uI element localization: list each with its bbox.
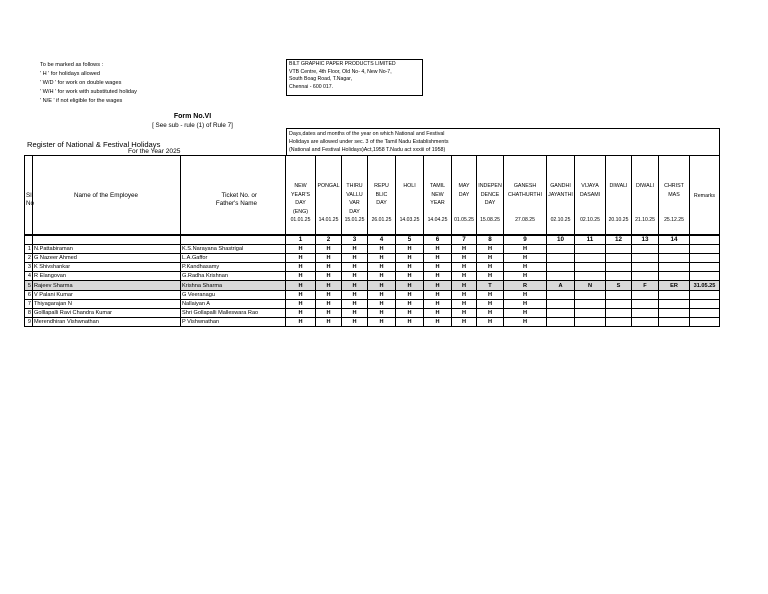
holiday-mark-cell: N xyxy=(575,281,606,290)
holiday-mark-cell: H xyxy=(286,245,316,254)
holiday-note xyxy=(286,128,720,156)
holiday-mark-cell xyxy=(659,263,690,272)
holiday-mark-cell: H xyxy=(396,254,424,263)
holiday-header xyxy=(632,155,659,235)
holiday-mark-cell: ER xyxy=(659,281,690,290)
employee-name-cell: V Palani Kumar xyxy=(33,290,181,299)
marking-legend xyxy=(40,61,137,106)
sl-no-cell: 1 xyxy=(25,245,33,254)
holiday-date: 01.05.25 xyxy=(454,217,474,223)
remarks-header: Remarks xyxy=(690,155,720,235)
holiday-mark-cell: H xyxy=(368,245,396,254)
holiday-name: NEW YEAR'S DAY (ENG) xyxy=(291,183,310,216)
sl-no-cell: 5 xyxy=(25,281,33,290)
holiday-mark-cell: H xyxy=(396,290,424,299)
holiday-name: GANDHI JAYANTHI xyxy=(548,183,573,198)
holiday-mark-cell: H xyxy=(424,308,452,317)
holiday-date: 26.01.25 xyxy=(371,217,392,223)
holiday-mark-cell: H xyxy=(424,281,452,290)
holiday-mark-cell: H xyxy=(424,263,452,272)
employee-name-cell: R Elangovan xyxy=(33,272,181,281)
father-name-cell: P Vishwnathan xyxy=(181,317,286,326)
holiday-mark-cell xyxy=(547,272,575,281)
holiday-mark-cell: H xyxy=(342,254,368,263)
column-number: 14 xyxy=(659,236,690,245)
legend-line: ' N/E ' if not eligible for the wages xyxy=(40,98,123,104)
table-row xyxy=(25,317,720,326)
holiday-mark-cell: H xyxy=(452,263,477,272)
father-name-cell: K.S.Narayana Shastrigal xyxy=(181,245,286,254)
holiday-mark-cell: H xyxy=(316,299,342,308)
sl-no-cell: 3 xyxy=(25,263,33,272)
column-number: 5 xyxy=(396,236,424,245)
holiday-mark-cell: H xyxy=(342,299,368,308)
holiday-mark-cell xyxy=(606,272,632,281)
remarks-cell xyxy=(690,272,720,281)
holiday-header xyxy=(316,155,342,235)
holiday-mark-cell xyxy=(606,245,632,254)
column-number: 4 xyxy=(368,236,396,245)
holiday-mark-cell: H xyxy=(286,290,316,299)
holiday-mark-cell xyxy=(632,263,659,272)
holiday-mark-cell: H xyxy=(316,263,342,272)
holiday-mark-cell: H xyxy=(452,245,477,254)
holiday-date: 02.10.25 xyxy=(580,217,600,223)
form-number: Form No.VI xyxy=(173,113,212,120)
holiday-date: 14.03.25 xyxy=(399,217,420,223)
holiday-header xyxy=(659,155,690,235)
employee-name-cell: Golllapalli Ravi Chandra Kumar xyxy=(33,308,181,317)
holiday-mark-cell: H xyxy=(396,299,424,308)
company-line: South Boag Road, T.Nagar, xyxy=(289,76,353,83)
holiday-mark-cell xyxy=(659,272,690,281)
holiday-name: DIWALI xyxy=(609,183,628,189)
holiday-mark-cell xyxy=(659,308,690,317)
company-line: BILT GRAPHIC PAPER PRODUCTS LIMITED xyxy=(289,61,396,67)
column-number: 12 xyxy=(606,236,632,245)
employee-name-cell: Rajeev Sharma xyxy=(33,281,181,290)
holiday-mark-cell: H xyxy=(286,299,316,308)
holiday-mark-cell: H xyxy=(477,272,504,281)
holiday-mark-cell: H xyxy=(424,290,452,299)
holiday-mark-cell xyxy=(547,308,575,317)
holiday-header xyxy=(368,155,396,235)
holiday-mark-cell xyxy=(575,272,606,281)
father-name-cell: Nallaiyan A xyxy=(181,299,286,308)
holiday-mark-cell: H xyxy=(316,245,342,254)
holiday-name: MAY DAY xyxy=(458,183,470,198)
legend-line: ' W/H ' for work with substituted holiday xyxy=(40,89,137,95)
table-row xyxy=(25,308,720,317)
employee-name-cell: N.Pattabiraman xyxy=(33,245,181,254)
holiday-mark-cell: H xyxy=(316,290,342,299)
table-row xyxy=(25,290,720,299)
sl-no-header: Sl. No xyxy=(26,192,35,207)
remarks-cell: 31.05.25 xyxy=(690,281,720,290)
holiday-mark-cell: H xyxy=(368,308,396,317)
holiday-mark-cell: H xyxy=(368,263,396,272)
holiday-mark-cell: H xyxy=(396,245,424,254)
holiday-name: DIWALI xyxy=(635,183,655,189)
holiday-date: 25.12.25 xyxy=(664,217,684,223)
holiday-mark-cell: H xyxy=(424,272,452,281)
sl-no-cell: 4 xyxy=(25,272,33,281)
sl-no-cell: 2 xyxy=(25,254,33,263)
employee-name-header: Name of the Employee xyxy=(74,192,139,199)
remarks-cell xyxy=(690,290,720,299)
holiday-mark-cell xyxy=(575,317,606,326)
holiday-mark-cell: H xyxy=(452,308,477,317)
holiday-mark-cell: H xyxy=(477,290,504,299)
father-name-cell: G Veeranagu xyxy=(181,290,286,299)
employee-name-cell: K Shivshankar xyxy=(33,263,181,272)
ticket-header: Ticket No. or Father's Name xyxy=(215,192,257,207)
holiday-mark-cell xyxy=(547,254,575,263)
holiday-mark-cell: H xyxy=(504,290,547,299)
holiday-name: REPU BLIC DAY xyxy=(374,183,389,207)
holiday-date: 20.10.25 xyxy=(608,217,629,223)
company-line: Chennai - 600 017. xyxy=(289,83,334,90)
holiday-mark-cell: H xyxy=(452,254,477,263)
holiday-mark-cell xyxy=(575,254,606,263)
table-row xyxy=(25,245,720,254)
holiday-mark-cell: F xyxy=(632,281,659,290)
holiday-mark-cell xyxy=(659,299,690,308)
holiday-mark-cell xyxy=(632,272,659,281)
sl-no-cell: 9 xyxy=(25,317,33,326)
holiday-header xyxy=(286,155,316,235)
remarks-cell xyxy=(690,299,720,308)
column-number: 1 xyxy=(286,236,316,245)
column-number: 6 xyxy=(424,236,452,245)
column-number: 9 xyxy=(504,236,547,245)
remarks-cell xyxy=(690,317,720,326)
holiday-mark-cell: H xyxy=(452,290,477,299)
holiday-mark-cell xyxy=(632,308,659,317)
sl-no-cell: 8 xyxy=(25,308,33,317)
company-address-box xyxy=(286,59,423,96)
holiday-mark-cell: H xyxy=(286,272,316,281)
holiday-mark-cell: H xyxy=(316,272,342,281)
holiday-mark-cell: H xyxy=(368,299,396,308)
holiday-header xyxy=(424,155,452,235)
holiday-mark-cell: H xyxy=(368,254,396,263)
holiday-mark-cell xyxy=(659,290,690,299)
holiday-mark-cell xyxy=(606,317,632,326)
holiday-note-line: (National and Festival Holidays)Act,1958 T.Nadu act xxxiii of 1958) xyxy=(289,147,446,153)
holiday-mark-cell: H xyxy=(504,245,547,254)
holiday-name: THIRU VALLU VAR DAY xyxy=(346,183,363,216)
table-row xyxy=(25,281,720,290)
sl-no-cell: 7 xyxy=(25,299,33,308)
holiday-mark-cell: H xyxy=(424,317,452,326)
employee-name-cell: G Nazeer Ahmed xyxy=(33,254,181,263)
holiday-name: HOLI xyxy=(403,183,416,189)
holiday-mark-cell xyxy=(547,245,575,254)
holiday-mark-cell: H xyxy=(316,308,342,317)
holiday-mark-cell: H xyxy=(477,245,504,254)
holiday-mark-cell xyxy=(575,263,606,272)
table-row xyxy=(25,254,720,263)
table-row xyxy=(25,263,720,272)
sl-no-cell: 6 xyxy=(25,290,33,299)
holiday-mark-cell: H xyxy=(316,254,342,263)
legend-line: To be marked as follows : xyxy=(40,62,104,68)
holiday-mark-cell: H xyxy=(504,299,547,308)
holiday-mark-cell: H xyxy=(396,281,424,290)
table-row xyxy=(25,272,720,281)
holiday-date: 14.04.25 xyxy=(427,217,448,223)
father-name-cell: Krishna Sharma xyxy=(181,281,286,290)
remarks-cell xyxy=(690,308,720,317)
holiday-mark-cell xyxy=(659,317,690,326)
holiday-mark-cell xyxy=(632,299,659,308)
holiday-note-line: Days,dates and months of the year on which National and Festival xyxy=(289,131,445,137)
holiday-name: GANESH CHATHURTHI xyxy=(508,183,542,198)
column-number: 10 xyxy=(547,236,575,245)
holiday-mark-cell: H xyxy=(477,299,504,308)
column-number: 7 xyxy=(452,236,477,245)
holiday-mark-cell: H xyxy=(477,308,504,317)
table-row xyxy=(25,299,720,308)
holiday-mark-cell xyxy=(575,245,606,254)
holiday-mark-cell: H xyxy=(477,263,504,272)
holiday-mark-cell: H xyxy=(342,281,368,290)
holiday-mark-cell xyxy=(632,254,659,263)
holiday-name: TAMIL NEW YEAR xyxy=(429,183,446,207)
holiday-mark-cell: H xyxy=(424,299,452,308)
holiday-mark-cell: H xyxy=(504,263,547,272)
holiday-mark-cell xyxy=(575,290,606,299)
holiday-mark-cell xyxy=(575,299,606,308)
holiday-mark-cell xyxy=(659,254,690,263)
column-number: 3 xyxy=(342,236,368,245)
holiday-mark-cell xyxy=(606,290,632,299)
holiday-mark-cell xyxy=(575,308,606,317)
company-line: VTB Centre, 4th Floor, Old No- 4, New No-7, xyxy=(289,68,392,75)
holiday-mark-cell xyxy=(547,290,575,299)
holiday-register-table xyxy=(24,235,720,327)
holiday-mark-cell xyxy=(547,299,575,308)
holiday-mark-cell: H xyxy=(316,281,342,290)
holiday-mark-cell: H xyxy=(452,317,477,326)
holiday-mark-cell: H xyxy=(477,254,504,263)
holiday-mark-cell xyxy=(606,263,632,272)
holiday-name: PONGAL xyxy=(317,183,340,189)
father-name-cell: L.A.Gaffor xyxy=(181,254,286,263)
holiday-mark-cell: H xyxy=(342,308,368,317)
father-name-cell: G.Radha Krishnan xyxy=(181,272,286,281)
column-number-row xyxy=(25,236,720,245)
holiday-mark-cell xyxy=(606,299,632,308)
column-number: 13 xyxy=(632,236,659,245)
holiday-date: 21.10.25 xyxy=(635,217,655,223)
holiday-mark-cell: H xyxy=(452,299,477,308)
holiday-date: 14.01.25 xyxy=(318,217,339,223)
holiday-note-line: Holidays are allowed under sec. 3 of the Tamil Nadu Establishments xyxy=(289,139,449,145)
employee-name-cell: Merendhiran Vishwnathan xyxy=(33,317,181,326)
holiday-date: 15.08.25 xyxy=(480,217,500,223)
holiday-mark-cell: H xyxy=(396,317,424,326)
holiday-mark-cell: H xyxy=(286,308,316,317)
holiday-mark-cell: H xyxy=(316,317,342,326)
register-title: Register of National & Festival Holidays xyxy=(27,140,161,149)
holiday-mark-cell: H xyxy=(504,254,547,263)
holiday-mark-cell: H xyxy=(368,290,396,299)
holiday-mark-cell: H xyxy=(342,317,368,326)
holiday-name: VIJAYA DASAMI xyxy=(579,183,601,198)
column-number: 11 xyxy=(575,236,606,245)
holiday-mark-cell: H xyxy=(424,245,452,254)
holiday-mark-cell: H xyxy=(368,281,396,290)
holiday-header xyxy=(477,155,504,235)
holiday-mark-cell: T xyxy=(477,281,504,290)
holiday-mark-cell: H xyxy=(504,272,547,281)
holiday-mark-cell xyxy=(632,317,659,326)
holiday-mark-cell: H xyxy=(286,263,316,272)
holiday-mark-cell: S xyxy=(606,281,632,290)
remarks-cell xyxy=(690,263,720,272)
holiday-header xyxy=(452,155,477,235)
holiday-mark-cell: H xyxy=(342,263,368,272)
holiday-mark-cell xyxy=(606,254,632,263)
holiday-mark-cell: H xyxy=(396,308,424,317)
holiday-mark-cell xyxy=(632,290,659,299)
holiday-mark-cell xyxy=(547,263,575,272)
holiday-header xyxy=(606,155,632,235)
holiday-header xyxy=(547,155,575,235)
employee-name-cell: Thiyagarajan N xyxy=(33,299,181,308)
holiday-mark-cell: H xyxy=(396,263,424,272)
holiday-mark-cell xyxy=(547,317,575,326)
holiday-date: 15.01.25 xyxy=(344,217,365,223)
holiday-name: INDEPEN DENCE DAY xyxy=(478,183,502,207)
column-number: 2 xyxy=(316,236,342,245)
holiday-mark-cell xyxy=(632,245,659,254)
father-name-cell: Shri Gollapalli Malleswara Rao xyxy=(181,308,286,317)
holiday-date: 27.08.25 xyxy=(515,217,535,223)
holiday-mark-cell: H xyxy=(368,317,396,326)
holiday-header xyxy=(342,155,368,235)
holiday-mark-cell: H xyxy=(368,272,396,281)
holiday-name: CHRIST MAS xyxy=(664,183,684,198)
holiday-mark-cell: H xyxy=(396,272,424,281)
holiday-mark-cell: H xyxy=(286,281,316,290)
holiday-mark-cell: R xyxy=(504,281,547,290)
holiday-mark-cell: H xyxy=(504,308,547,317)
holiday-mark-cell xyxy=(606,308,632,317)
holiday-mark-cell: H xyxy=(424,254,452,263)
father-name-cell: P.Kandhasamy xyxy=(181,263,286,272)
holiday-mark-cell: A xyxy=(547,281,575,290)
column-number: 8 xyxy=(477,236,504,245)
holiday-mark-cell: H xyxy=(286,317,316,326)
holiday-mark-cell: H xyxy=(504,317,547,326)
holiday-mark-cell: H xyxy=(342,245,368,254)
remarks-cell xyxy=(690,245,720,254)
holiday-mark-cell: H xyxy=(286,254,316,263)
holiday-header xyxy=(504,155,547,235)
holiday-mark-cell: H xyxy=(342,272,368,281)
holiday-mark-cell: H xyxy=(452,281,477,290)
legend-line: ' W/D ' for work on double wages xyxy=(40,80,122,86)
holiday-mark-cell: H xyxy=(342,290,368,299)
register-year: For the Year 2025 xyxy=(128,148,181,155)
legend-line: ' H ' for holidays allowed xyxy=(40,71,100,77)
holiday-header xyxy=(575,155,606,235)
holiday-mark-cell: H xyxy=(477,317,504,326)
holiday-header xyxy=(396,155,424,235)
holiday-mark-cell: H xyxy=(452,272,477,281)
holiday-date: 02.10.25 xyxy=(550,217,571,223)
holiday-date: 01.01.25 xyxy=(290,217,311,223)
remarks-cell xyxy=(690,254,720,263)
form-subrule: [ See sub - rule (1) of Rule 7] xyxy=(152,122,233,129)
holiday-mark-cell xyxy=(659,245,690,254)
